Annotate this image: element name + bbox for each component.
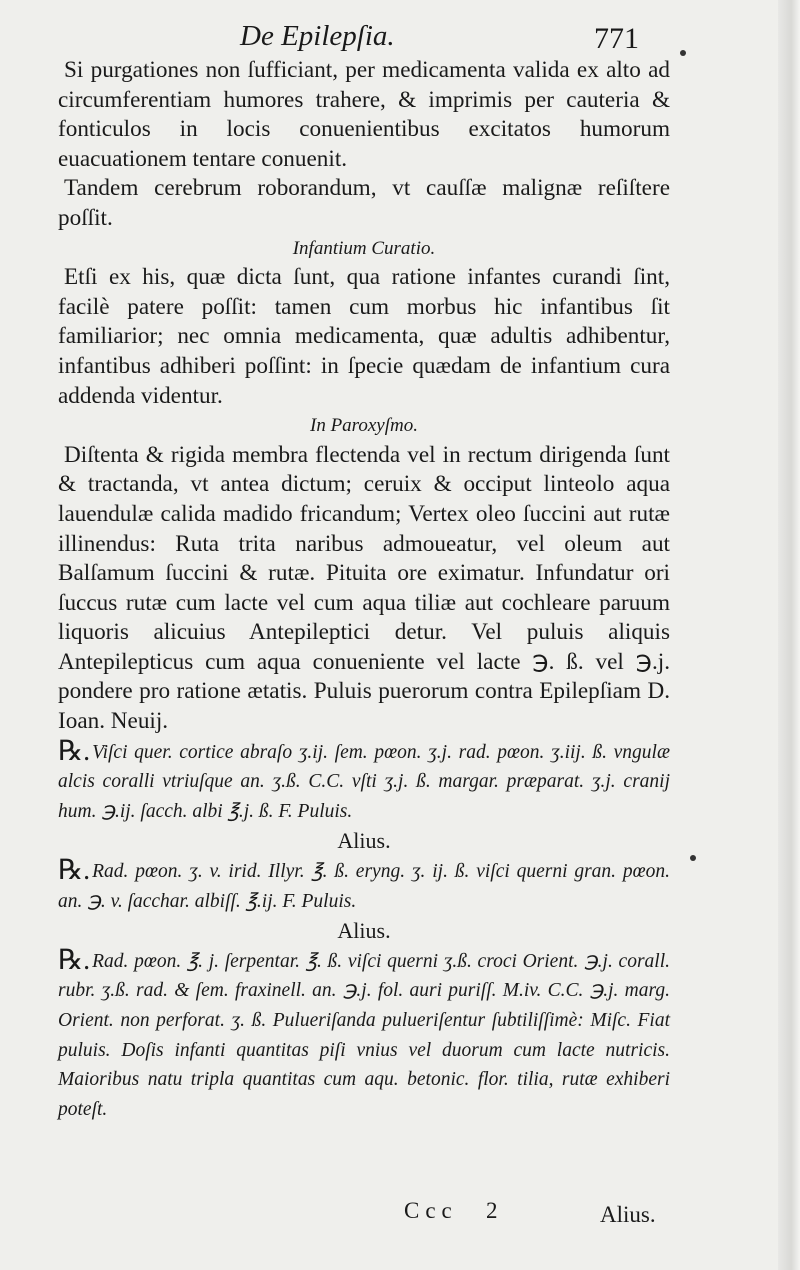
recipe-1-text: Viſci quer. cortice abraſo ʒ.ij. ſem. pœon. ʒ.j. rad. pœon. ʒ.iij. ß. vngulæ alcis coralli vtriuſque an. ʒ.ß. C.C. vſti ʒ.j. ß. margar. præparat. ʒ.j. cranij hum. ℈.ij. ſacch. albi ℥.j. ß. F. Puluis. <box>58 741 670 822</box>
paragraph-infants: Etſi ex his, quæ dicta ſunt, qua ratione infantes curandi ſint, facilè patere poſſit: tamen cum morbus hic infantibus ſit familiarior; nec omnia medicamenta, quæ adultis adhibentur, infantibus adhiberi poſſint: in ſpecie quædam de infantium cura addenda videntur. <box>58 264 670 409</box>
signature-number: 2 <box>486 1198 498 1223</box>
heading-infant-treatment: Infantium Curatio. <box>292 237 436 259</box>
main-text <box>58 56 670 1124</box>
paragraph-purgation: Si purgationes non ſufficiant, per medicamenta valida ex alto ad circumferentiam humores trahere, & imprimis per cauteria & fonticulos in locis conuenientibus excitatos humorum euacuationem tentare conuenit. <box>58 57 670 172</box>
heading-paroxysm: In Paroxyſmo. <box>310 415 418 437</box>
page-footer <box>0 1198 800 1234</box>
recipe-symbol-icon: ℞. <box>58 855 91 887</box>
paragraph-paroxysm: Diſtenta & rigida membra flectenda vel in rectum dirigenda ſunt & tractanda, vt antea dictum; ceruix & occiput linteolo aqua lauendulæ calida madido fricandum; Vertex oleo ſuccini aut rutæ illinendus: Ruta trita naribus admoueatur, vel oleum aut Balſamum ſuccini & rutæ. Pituita ore eximatur. Infundatur ori ſuccus rutæ cum lacte vel cum aqua tiliæ aut cochleare paruum liquoris alicuius Antepileptici detur. Vel puluis aliquis Antepilepticus cum aqua conueniente vel lacte ℈. ß. vel ℈.j. pondere pro ratione ætatis. Puluis puerorum contra Epilepſiam D. Ioan. Neuij. <box>58 441 670 735</box>
page-number: 771 <box>594 22 639 55</box>
recipe-3 <box>58 946 670 1125</box>
ink-speck <box>680 50 686 56</box>
alius-label-2: Alius. <box>337 918 391 944</box>
signature-mark: Ccc <box>404 1198 458 1223</box>
recipe-3-text: Rad. pœon. ℥. j. ſerpentar. ℥. ß. viſci querni ʒ.ß. croci Orient. ℈.j. corall. rubr. ʒ.ß. rad. & ſem. fraxinell. an. ℈.j. fol. auri puriſſ. M.iv. C.C. ℈.j. marg. Orient. non perforat. ʒ. ß. Pulueriſanda pulueriſentur ſubtiliſſimè: Miſc. Fiat puluis. Doſis infanti quantitas piſi vnius vel duorum cum lacte nutricis. Maioribus natu tripla quantitas cum aqu. betonic. flor. tilia, rutæ exhiberi poteſt. <box>58 950 670 1120</box>
recipe-2-text: Rad. pœon. ʒ. v. irid. Illyr. ℥. ß. eryng. ʒ. ij. ß. viſci querni gran. pœon. an. ℈. v. ſacchar. albiſſ. ℥.ij. F. Puluis. <box>58 861 670 912</box>
paragraph-cerebrum: Tandem cerebrum roborandum, vt cauſſæ malignæ reſiſtere poſſit. <box>58 175 670 231</box>
running-title: De Epilepſia. <box>240 20 395 52</box>
page-edge-shadow <box>778 0 800 1270</box>
catchword: Alius. <box>600 1202 656 1227</box>
recipe-symbol-icon: ℞. <box>58 735 91 767</box>
alius-label-1: Alius. <box>337 828 391 854</box>
recipe-1 <box>58 737 670 827</box>
ink-speck <box>690 855 696 861</box>
recipe-symbol-icon: ℞. <box>58 944 91 976</box>
recipe-2 <box>58 856 670 916</box>
